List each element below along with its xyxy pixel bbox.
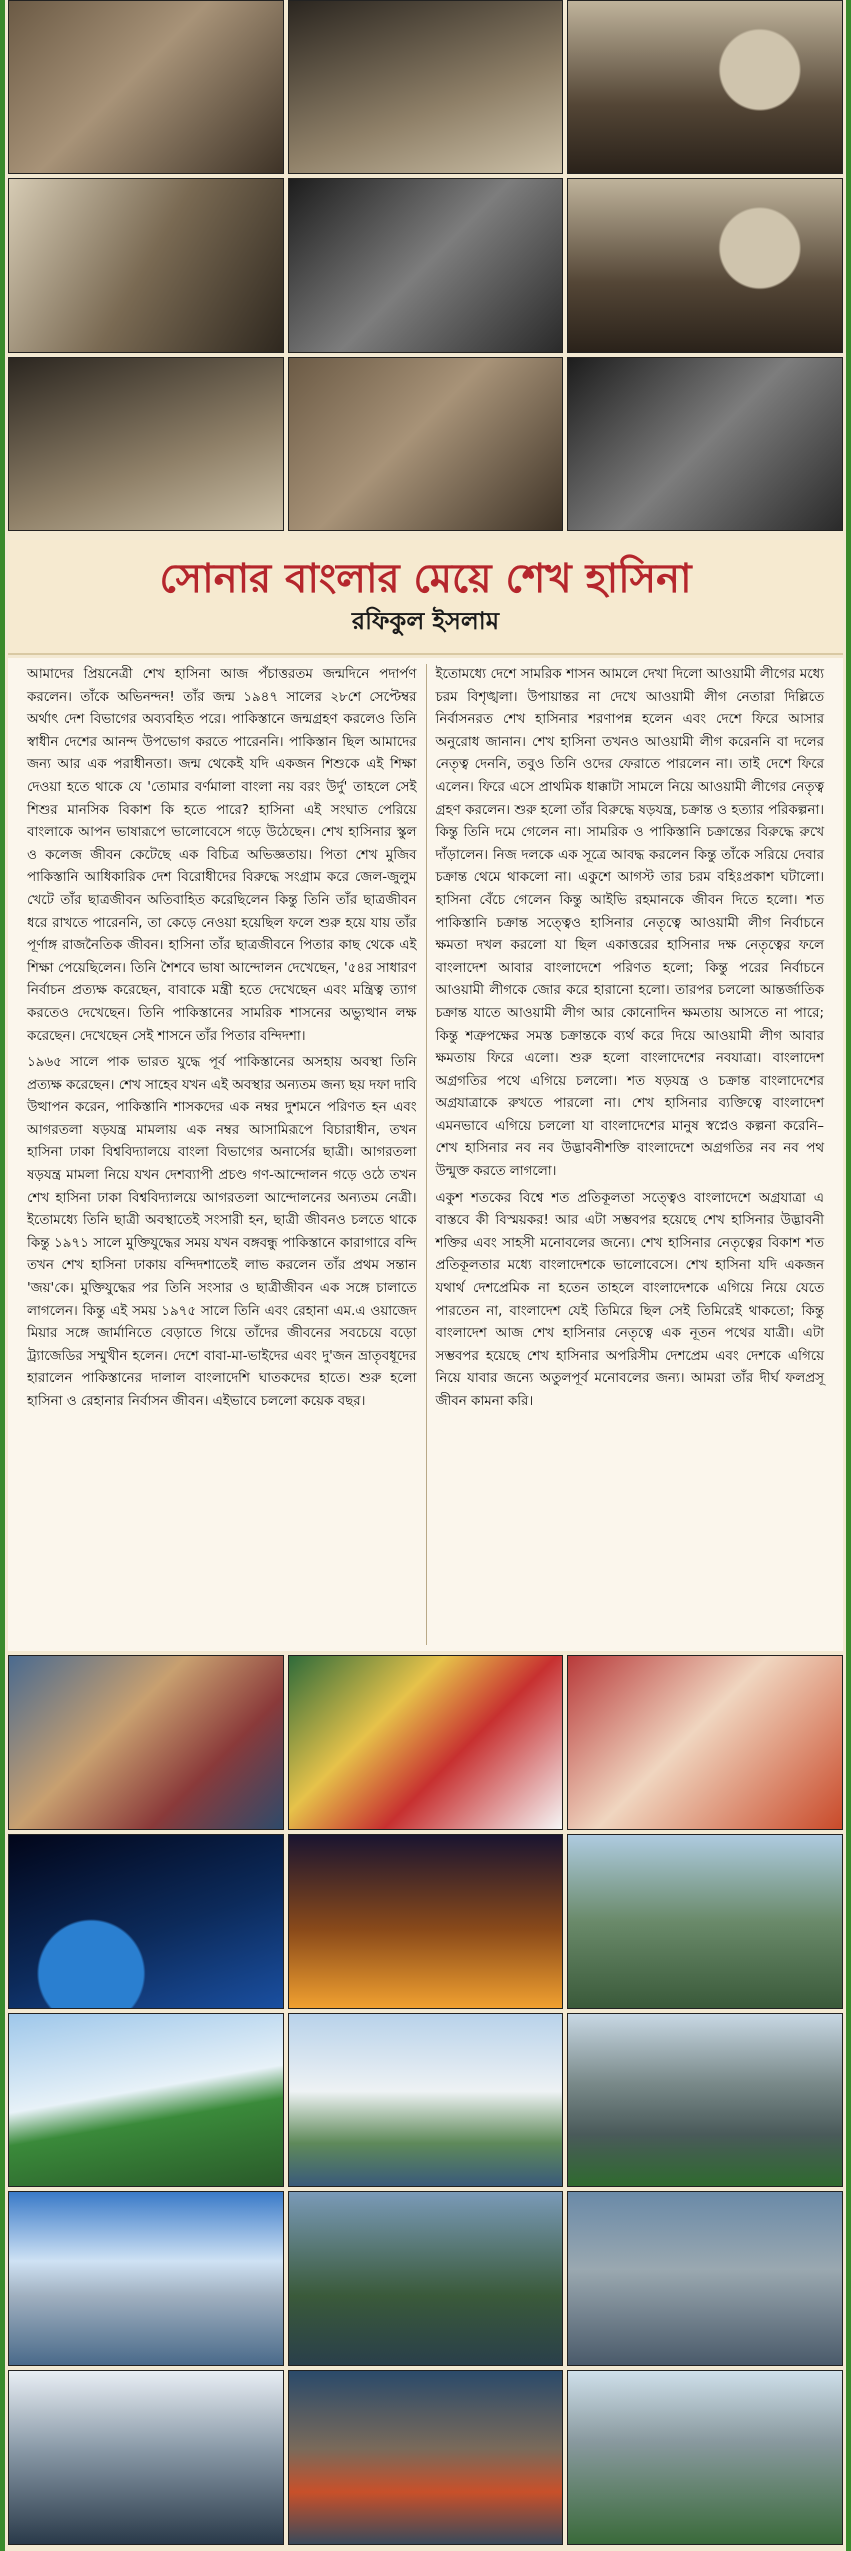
article-paragraph: একুশ শতকের বিশ্বে শত প্রতিকূলতা সত্ত্বেও বাংলাদেশে অগ্রযাত্রা এ বাস্তবে কী বিস্ময়কর! আর এটা সম্ভবপর হয়েছে শেখ হাসিনার উদ্ভাবনী শক্তির এবং সাহসী মনোবলের জন্যে। শেখ হাসিনার নেতৃত্বের বিকাশ শত প্রতিকূলতার মধ্যে বাংলাদেশকে ভালোবেসে। শেখ হাসিনা যদি একজন যথার্থ দেশপ্রেমিক না হতেন তাহলে বাংলাদেশকে এগিয়ে নিয়ে যেতে পারতেন না, বাংলাদেশ যেই তিমিরে ছিল সেই তিমিরেই থাকতো; কিন্তু বাংলাদেশ আজ শেখ হাসিনার নেতৃত্বে এক নূতন পথের যাত্রী। এটা সম্ভবপর হয়েছে শেখ হাসিনার অপরিসীম দেশপ্রেম এবং দেশকে এগিয়ে নিয়ে যাবার জন্যে অতুলপূর্ব মনোবলের জন্য। আমরা তাঁর দীর্ঘ ফলপ্রসূ জীবন কামনা করি। [435,1190,824,1409]
elders-gathering-photo [288,357,564,531]
article-column-left [18,664,426,1645]
children-books-photo [288,1655,564,1830]
bangabandhu-family-photo [288,178,564,352]
river-bridge-photo [8,2013,284,2188]
power-plant-photo [288,1834,564,2009]
flyover-photo [567,2013,843,2188]
embrace-elder-photo [567,1655,843,1830]
smart-city-photo [567,1834,843,2009]
un-address-photo [567,357,843,531]
article-body [8,658,843,1651]
childhood-siblings-photo [8,0,284,174]
tower-building-photo [288,2013,564,2188]
airport-terminal-photo [567,2191,843,2366]
mass-rally-photo [567,178,843,352]
article-title: সোনার বাংলার মেয়ে শেখ হাসিনা [159,555,692,602]
metro-rail-photo [8,2370,284,2545]
title-band [8,540,843,655]
development-photo-grid [8,1655,843,2545]
article-paragraph: ১৯৬৫ সালে পাক ভারত যুদ্ধে পূর্ব পাকিস্তানের অসহায় অবস্থা তিনি প্রত্যক্ষ করেছেন। শেখ সাহেব যখন এই অবস্থার অন্যতম জন্য ছয় দফা দাবি উত্থাপন করেন, পাকিস্তানি শাসকদের এক নম্বর দুশমনে পরিণত হন এবং আগরতলা ষড়যন্ত্র মামলায় এক নম্বর আসামিরূপে বিচারাধীন, তখন হাসিনা ঢাকা বিশ্ববিদ্যালয়ে বাংলা বিভাগের অনার্সের ছাত্রী। আগরতলা ষড়যন্ত্র মামলা নিয়ে যখন দেশব্যাপী প্রচণ্ড গণ-আন্দোলন গড়ে ওঠে তখন শেখ হাসিনা ঢাকা বিশ্ববিদ্যালয়ে আগরতলা আন্দোলনের অন্যতম নেত্রী। ইতোমধ্যে তিনি ছাত্রী অবস্থাতেই সংসারী হন, ছাত্রী জীবনও চলতে থাকে কিন্তু ১৯৭১ সালে মুক্তিযুদ্ধের সময় যখন বঙ্গবন্ধু পাকিস্তানে কারাগারে বন্দি তখন শেখ হাসিনা ঢাকায় বন্দিদশাতেই লাভ করলেন তাঁর প্রথম সন্তান 'জয়'কে। মুক্তিযুদ্ধের পর তিনি সংসার ও ছাত্রীজীবন এক সঙ্গে চালাতে লাগলেন। কিন্তু এই সময় ১৯৭৫ সালে তিনি এবং রেহানা এম.এ ওয়াজেদ মিয়ার সঙ্গে জার্মানিতে বেড়াতে গিয়ে তাঁদের জীবনের সবচেয়ে বড়ো ট্র্যাজেডির সম্মুখীন হলেন। দেশে বাবা-মা-ভাইদের এবং দু'জন ভ্রাতৃবধূদের হারালেন পাকিস্তানের দালাল বাংলাদেশি ঘাতকদের হাতে। শুরু হলো হাসিনা ও রেহানার নির্বাসন জীবন। এইভাবে চললো কয়েক বছর। [27,1055,417,1409]
women-meeting-photo [8,357,284,531]
meeting-people-photo [8,1655,284,1830]
article-paragraph: ইতোমধ্যে দেশে সামরিক শাসন আমলে দেখা দিলো আওয়ামী লীগের মধ্যে চরম বিশৃঙ্খলা। উপায়ান্তর না দেখে আওয়ামী লীগ নেতারা দিল্লিতে নির্বাসনরত শেখ হাসিনার শরণাপন্ন হলেন এবং দেশে ফিরে আসার অনুরোধ জানান। শেখ হাসিনা তখনও আওয়ামী লীগ করেননি বা দলের নেতৃত্ব দেননি, তবুও তিনি ওদের ফেরাতে পারলেন না। তাই দেশে ফিরে এলেন। ফিরে এসে প্রাথমিক ধাক্কাটা সামলে নিয়ে আওয়ামী লীগের নেতৃত্ব গ্রহণ করলেন। শুরু হলো তাঁর বিরুদ্ধে ষড়যন্ত্র, চক্রান্ত ও হত্যার পরিকল্পনা। কিন্তু তিনি দমে গেলেন না। সামরিক ও পাকিস্তানি চক্রান্তের বিরুদ্ধে রুখে দাঁড়ালেন। নিজ দলকে এক সূত্রে আবদ্ধ করলেন কিন্তু তাঁকে সরিয়ে দেবার চক্রান্ত থেমে থাকলো না। একুশে আগস্ট তার চরম বহিঃপ্রকাশ ঘটালো। হাসিনা বেঁচে গেলেন কিন্তু আইভি রহমানকে জীবন দিতে হলো। শত পাকিস্তানি চক্রান্ত সত্ত্বেও হাসিনার নেতৃত্বে আওয়ামী লীগ নির্বাচনে ক্ষমতা দখল করলো যা ছিল একাত্তরের হাসিনার দক্ষ নেতৃত্বের ফলে বাংলাদেশ আবার বাংলাদেশে পরিণত হলো; কিন্তু পরের নির্বাচনে আওয়ামী লীগকে জোর করে হারানো হলো। তারপর চললো আন্তর্জাতিক চক্রান্ত যাতে আওয়ামী লীগ আর কোনোদিন ক্ষমতায় আসতে না পারে; কিন্তু শত্রুপক্ষের সমস্ত চক্রান্তকে ব্যর্থ করে দিয়ে আওয়ামী লীগ আবার ক্ষমতায় ফিরে এলো। শুরু হলো বাংলাদেশের নবযাত্রা। বাংলাদেশ অগ্রগতির পথে এগিয়ে চললো। শত ষড়যন্ত্র ও চক্রান্ত বাংলাদেশের অগ্রযাত্রাকে রুখতে পারলো না। শেখ হাসিনার ব্যক্তিত্বে বাংলাদেশ এমনভাবে এগিয়ে চললো যা বাংলাদেশের মানুষ স্বপ্নেও কল্পনা করেনি– শেখ হাসিনার নব নব উদ্ভাবনীশক্তি বাংলাদেশে অগ্রগতির নব নব পথ উন্মুক্ত করতে লাগলো। [435,667,824,1180]
article-paragraph: আমাদের প্রিয়নেত্রী শেখ হাসিনা আজ পঁচাত্তরতম জন্মদিনে পদার্পণ করলেন। তাঁকে অভিনন্দন! তাঁর জন্ম ১৯৪৭ সালের ২৮শে সেপ্টেম্বর অর্থাৎ দেশ বিভাগের অব্যবহিত পরে। পাকিস্তানে জন্মগ্রহণ করলেও তিনি স্বাধীন দেশের আনন্দ উপভোগ করতে পারেননি। পাকিস্তান ছিল আমাদের জন্য আর এক পরাধীনতা। জন্ম থেকেই যদি একজন শিশুকে এই শিক্ষা দেওয়া হতে থাকে যে 'তোমার বর্ণমালা বাংলা নয় বরং উর্দু' তাহলে সেই শিশুর মানসিক বিকাশ কি হতে পারে? হাসিনা এই সংঘাত পেরিয়ে বাংলাকে আপন ভাষারূপে ভালোবেসে গড়ে উঠেছেন। শেখ হাসিনার স্কুল ও কলেজ জীবন কেটেছে এক বিচিত্র অভিজ্ঞতায়। পিতা শেখ মুজিব পাকিস্তানি আধিকারিক দেশ বিরোধীদের বিরুদ্ধে সংগ্রাম করে জেল-জুলুম খেটে তাঁর ছাত্রজীবন অতিবাহিত করেছিলেন কিন্তু তিনি তাঁর ছাত্রজীবন ধরে রাখতে পারেননি, তা কেড়ে নেওয়া হয়েছিল ফলে শুরু হয়ে যায় তাঁর পূর্ণাঙ্গ রাজনৈতিক জীবন। হাসিনা তাঁর ছাত্রজীবনে পিতার কাছ থেকে এই শিক্ষা পেয়েছিলেন। তিনি শৈশবে ভাষা আন্দোলন দেখেছেন, '৫৪র সাধারণ নির্বাচন প্রত্যক্ষ করেছেন, বাবাকে মন্ত্রী হতে দেখেছেন এবং মন্ত্রিত্ব ত্যাগ করতেও দেখেছেন। তিনি পাকিস্তানের সামরিক শাসনের অভ্যুত্থান লক্ষ করেছেন। দেখেছেন সেই শাসনে তাঁর পিতার বন্দিদশা। [27,667,417,1044]
family-gathering-photo [288,0,564,174]
article-column-right [426,664,834,1645]
padma-bridge-photo [8,2191,284,2366]
sea-port-photo [288,2370,564,2545]
rally-speech-photo [567,0,843,174]
tunnel-project-photo [288,2191,564,2366]
historic-photo-grid [8,0,843,531]
satellite-launch-photo [8,1834,284,2009]
expressway-photo [567,2370,843,2545]
article-author: রফিকুল ইসলাম [351,607,500,635]
family-portrait-photo [8,178,284,352]
